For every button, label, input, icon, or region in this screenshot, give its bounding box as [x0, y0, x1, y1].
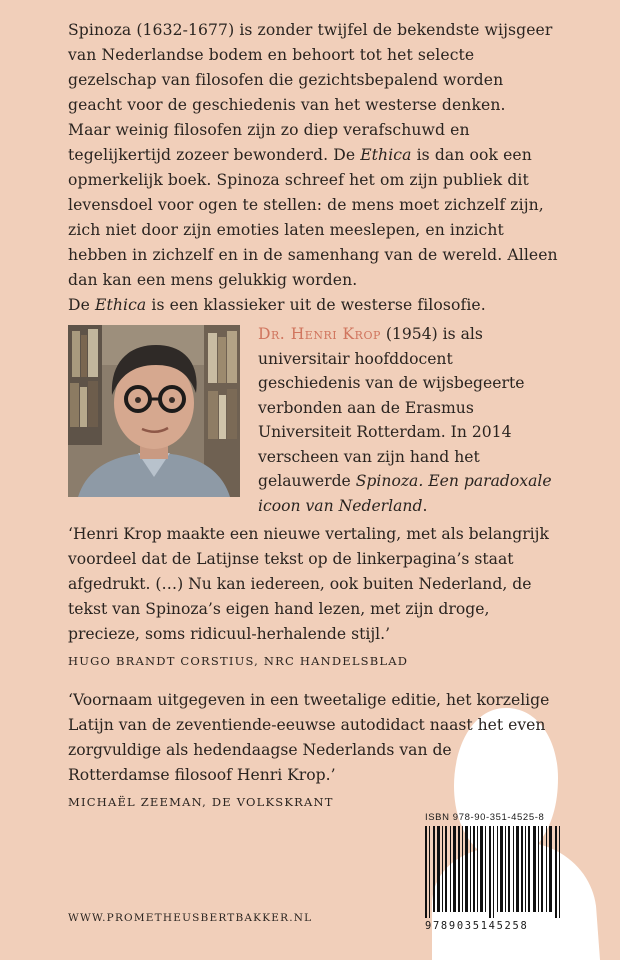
quote-source: MICHAËL ZEEMAN, DE VOLKSKRANT [68, 795, 334, 809]
intro-p3-start: De [68, 296, 95, 314]
intro-p2-rest: is dan ook een opmerkelijk boek. Spinoza schreef het om zijn publiek dit levensdoel voor ogen te stellen: de mens moet zichzelf zijn, zich niet door zijn emoties laten meeslepen, en inzicht hebben in zichzelf en in de samenhang van de wereld. Alleen dan kan een mens gelukkig worden. [68, 146, 558, 289]
intro-paragraph-3 [68, 293, 558, 318]
intro-text [68, 18, 558, 318]
isbn-label: ISBN 978-90-351-4525-8 [425, 812, 545, 823]
intro-paragraph-2 [68, 118, 558, 293]
ethica-title: Ethica [95, 296, 147, 314]
quote-text: ‘Voornaam uitgegeven in een tweetalige editie, het korzelige Latijn van de zeventiende-eeuwse autodidact naast het even zorgvuldige als hedendaagse Nederlands van de Rotterdamse filosoof Henri Krop.’ [68, 691, 550, 784]
author-bio-text: (1954) is als universitair hoofddocent geschiedenis van de wijsbegeerte verbonden aan de Erasmus Universiteit Rotterdam. In 2014 verscheen van zijn hand het gelauwerde [258, 325, 525, 490]
author-name: Dr. Henri Krop [258, 325, 381, 343]
review-quote-2 [68, 688, 558, 810]
intro-p2-start: Maar weinig filosofen zijn zo diep verafschuwd en tegelijkertijd zozeer bewonderd. De [68, 121, 470, 164]
author-bio-paragraph [258, 322, 558, 518]
author-bio-end: . [422, 496, 428, 515]
quote-text: ‘Henri Krop maakte een nieuwe vertaling, met als belangrijk voordeel dat de Latijnse tekst op de linkerpagina’s staat afgedrukt. (…) Nu kan iedereen, ook buiten Nederland, de tekst van Spinoza’s eigen hand lezen, met zijn droge, precieze, soms ridicuul-herhalende stijl.’ [68, 525, 549, 643]
publisher-website: WWW.PROMETHEUSBERTBAKKER.NL [68, 912, 313, 924]
intro-paragraph-1: Spinoza (1632-1677) is zonder twijfel de bekendste wijsgeer van Nederlandse bodem en behoort tot het selecte gezelschap van filosofen die gezichtsbepalend worden geacht voor de geschiedenis van het westerse denken. [68, 21, 553, 114]
review-quote-1 [68, 522, 558, 669]
author-book-title: Spinoza. Een paradoxale icoon van Nederland [258, 472, 552, 515]
ethica-title: Ethica [360, 146, 412, 164]
barcode [425, 826, 561, 918]
intro-p3-rest: is een klassieker uit de westerse filosofie. [146, 296, 486, 314]
author-bio [258, 322, 558, 518]
barcode-digits: 9789035145258 [425, 920, 529, 932]
author-photo [68, 325, 240, 497]
quote-source: HUGO BRANDT CORSTIUS, NRC HANDELSBLAD [68, 654, 409, 668]
